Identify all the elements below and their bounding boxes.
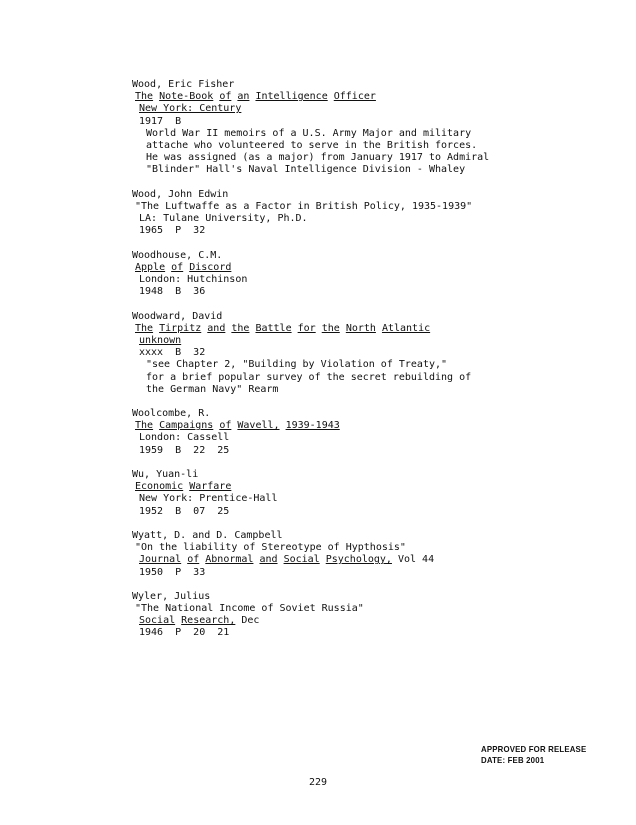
text-segment: "The National Income of Soviet Russia" bbox=[135, 603, 364, 615]
bibliography-entry bbox=[132, 530, 612, 579]
entry-publication bbox=[132, 274, 612, 286]
text-segment: North bbox=[345, 322, 376, 334]
entry-publication bbox=[132, 554, 612, 566]
entry-publication bbox=[132, 335, 612, 347]
entry-code: 1948 B 36 bbox=[139, 286, 206, 298]
entry-title bbox=[132, 481, 612, 493]
bibliography-entry bbox=[132, 189, 612, 238]
entry-publication bbox=[132, 213, 612, 225]
text-segment: Intelligence bbox=[255, 91, 328, 103]
text-segment: "On the liability of Stereotype of Hypthosis" bbox=[135, 542, 406, 554]
entry-publication bbox=[132, 493, 612, 505]
text-segment: an bbox=[237, 91, 250, 103]
bibliography-entry bbox=[132, 591, 612, 640]
text-segment: "The Luftwaffe as a Factor in British Policy, 1935-1939" bbox=[135, 200, 473, 212]
text-segment: 1939-1943 bbox=[285, 420, 340, 432]
entry-code: 1959 B 22 25 bbox=[139, 444, 230, 456]
bibliography-entry bbox=[132, 250, 612, 299]
text-segment: Social bbox=[283, 554, 320, 566]
entry-author: Woodward, David bbox=[132, 310, 223, 322]
entry-code: 1965 P 32 bbox=[139, 225, 206, 237]
entry-title bbox=[132, 201, 612, 213]
entry-author: Wu, Yuan-li bbox=[132, 469, 199, 480]
text-segment: The bbox=[135, 322, 154, 334]
text-segment: The bbox=[135, 420, 154, 432]
entry-note: attache who volunteered to serve in the British forces. bbox=[146, 139, 478, 151]
entry-code: 1950 P 33 bbox=[139, 566, 206, 578]
text-segment: and bbox=[259, 554, 278, 566]
entry-author: Wyler, Julius bbox=[132, 590, 211, 602]
text-segment: unknown bbox=[139, 334, 182, 346]
text-segment: New York: Century bbox=[139, 103, 242, 115]
text-segment: and bbox=[207, 322, 226, 334]
text-segment: the bbox=[321, 322, 340, 334]
page-number: 229 bbox=[308, 777, 328, 788]
text-segment: Abnormal bbox=[205, 554, 254, 566]
text-segment: for bbox=[297, 322, 316, 334]
text-segment: Economic bbox=[135, 481, 184, 493]
release-stamp-line2: DATE: FEB 2001 bbox=[481, 755, 545, 765]
entry-note: for a brief popular survey of the secret rebuilding of bbox=[146, 371, 472, 383]
text-segment: Psychology, bbox=[325, 554, 392, 566]
text-segment: Vol 44 bbox=[391, 554, 435, 566]
entry-code: 1917 B bbox=[139, 115, 182, 127]
entry-title bbox=[132, 420, 612, 432]
entry-publication bbox=[132, 615, 612, 627]
entry-title bbox=[132, 603, 612, 615]
text-segment: New York: Prentice-Hall bbox=[139, 493, 278, 505]
text-segment: LA: Tulane University, Ph.D. bbox=[139, 213, 308, 225]
text-segment: Note-Book bbox=[159, 91, 214, 103]
bibliography-entry bbox=[132, 469, 612, 518]
release-stamp bbox=[481, 744, 586, 766]
entry-author: Wood, Eric Fisher bbox=[132, 79, 235, 90]
entry-note: He was assigned (as a major) from January 1917 to Admiral bbox=[146, 152, 490, 164]
text-segment: Social bbox=[139, 615, 176, 627]
bibliography-entry bbox=[132, 79, 612, 177]
text-segment: the bbox=[231, 322, 250, 334]
entry-author: Woodhouse, C.M. bbox=[132, 249, 223, 261]
entry-code: 1952 B 07 25 bbox=[139, 505, 230, 517]
entry-title bbox=[132, 91, 612, 103]
text-segment: London: Hutchinson bbox=[139, 274, 248, 285]
text-segment: Battle bbox=[255, 322, 292, 334]
text-segment: Officer bbox=[333, 91, 376, 103]
entry-publication bbox=[132, 432, 612, 444]
text-segment: of bbox=[171, 261, 184, 273]
text-segment: Research, bbox=[181, 615, 236, 627]
text-segment: Journal bbox=[139, 554, 182, 566]
text-segment: Dec bbox=[235, 615, 260, 627]
text-segment: Apple bbox=[135, 261, 166, 273]
release-stamp-line1: APPROVED FOR RELEASE bbox=[481, 744, 587, 754]
text-segment: Warfare bbox=[189, 481, 232, 493]
text-segment: of bbox=[219, 420, 232, 432]
entry-note: "Blinder" Hall's Naval Intelligence Division - Whaley bbox=[146, 164, 466, 176]
entry-code: xxxx B 32 bbox=[139, 347, 206, 359]
entry-title bbox=[132, 262, 612, 274]
entry-author: Wyatt, D. and D. Campbell bbox=[132, 529, 283, 541]
text-segment: of bbox=[219, 91, 232, 103]
text-segment: of bbox=[187, 554, 200, 566]
entry-note: World War II memoirs of a U.S. Army Major and military bbox=[146, 127, 472, 139]
text-segment: Campaigns bbox=[159, 420, 214, 432]
entry-author: Woolcombe, R. bbox=[132, 408, 211, 420]
text-segment: The bbox=[135, 91, 154, 103]
entry-note: "see Chapter 2, "Building by Violation of Treaty," bbox=[146, 359, 448, 371]
bibliography-entry bbox=[132, 408, 612, 457]
text-segment: Tirpitz bbox=[159, 322, 202, 334]
text-segment: Discord bbox=[189, 261, 232, 273]
entry-title bbox=[132, 323, 612, 335]
entry-note: the German Navy" Rearm bbox=[146, 383, 279, 395]
bibliography-entry bbox=[132, 311, 612, 396]
text-segment: Wavell, bbox=[237, 420, 280, 432]
text-segment: Atlantic bbox=[381, 322, 431, 334]
entry-code: 1946 P 20 21 bbox=[139, 627, 230, 639]
entry-publication bbox=[132, 103, 612, 115]
entry-title bbox=[132, 542, 612, 554]
entry-author: Wood, John Edwin bbox=[132, 188, 229, 200]
bibliography-entries bbox=[132, 79, 612, 652]
text-segment: London: Cassell bbox=[139, 432, 230, 444]
